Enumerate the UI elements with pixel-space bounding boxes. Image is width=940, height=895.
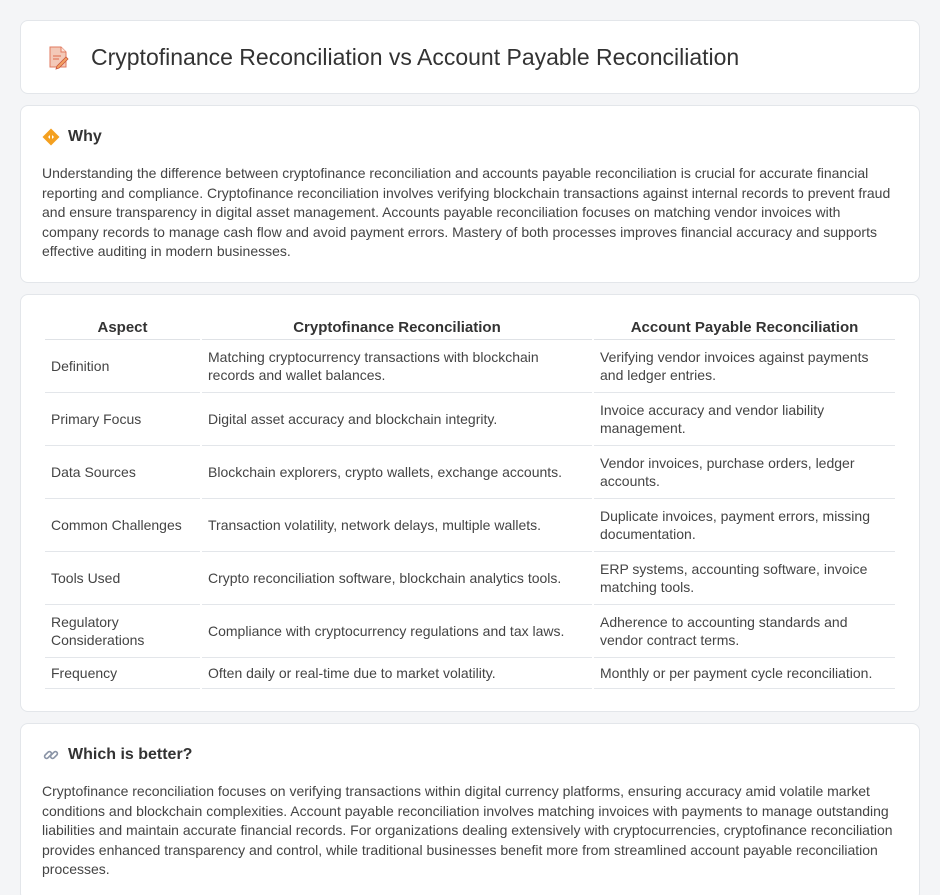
table-cell: Tools Used bbox=[45, 552, 200, 605]
table-cell: Compliance with cryptocurrency regulations and tax laws. bbox=[202, 605, 592, 658]
column-header: Account Payable Reconciliation bbox=[594, 317, 895, 340]
table-cell: Primary Focus bbox=[45, 393, 200, 446]
table-cell: Regulatory Considerations bbox=[45, 605, 200, 658]
table-cell: Common Challenges bbox=[45, 499, 200, 552]
table-cell: Duplicate invoices, payment errors, missing documentation. bbox=[594, 499, 895, 552]
why-title: Why bbox=[68, 128, 102, 145]
table-cell: ERP systems, accounting software, invoice matching tools. bbox=[594, 552, 895, 605]
table-row bbox=[45, 393, 895, 446]
link-icon bbox=[42, 746, 60, 764]
table-cell: Frequency bbox=[45, 658, 200, 689]
table-row bbox=[45, 552, 895, 605]
page-title: Cryptofinance Reconciliation vs Account Payable Reconciliation bbox=[91, 43, 740, 70]
table-cell: Digital asset accuracy and blockchain integrity. bbox=[202, 393, 592, 446]
why-section bbox=[20, 105, 920, 283]
table-cell: Often daily or real-time due to market volatility. bbox=[202, 658, 592, 689]
why-heading bbox=[42, 128, 898, 146]
table-header-row bbox=[45, 317, 895, 340]
column-header: Aspect bbox=[45, 317, 200, 340]
why-text: Understanding the difference between cryptofinance reconciliation and accounts payable reconciliation is crucial for accurate financial reporting and compliance. Cryptofinance reconciliation involves verifying blockchain transactions against internal records to prevent fraud and ensure transparency in digital asset management. Accounts payable reconciliation focuses on matching vendor invoices with company records to manage cash flow and avoid payment errors. Mastery of both processes improves financial accuracy and supports effective auditing in modern businesses. bbox=[42, 165, 891, 259]
comparison-card bbox=[20, 294, 920, 712]
better-title: Which is better? bbox=[68, 746, 193, 763]
comparison-table bbox=[43, 317, 897, 689]
table-cell: Data Sources bbox=[45, 446, 200, 499]
table-cell: Vendor invoices, purchase orders, ledger accounts. bbox=[594, 446, 895, 499]
table-row bbox=[45, 446, 895, 499]
table-cell: Definition bbox=[45, 340, 200, 393]
table-cell: Matching cryptocurrency transactions with blockchain records and wallet balances. bbox=[202, 340, 592, 393]
table-cell: Verifying vendor invoices against payments and ledger entries. bbox=[594, 340, 895, 393]
better-text: Cryptofinance reconciliation focuses on verifying transactions within digital currency platforms, ensuring accuracy amid volatile market conditions and blockchain complexities. Account payable reconciliation involves matching invoices with payments to manage outstanding liabilities and maintain accurate financial records. For organizations dealing extensively with cryptocurrencies, cryptofinance reconciliation provides enhanced transparency and control, while traditional businesses benefit more from streamlined account payable reconciliation processes. bbox=[42, 783, 893, 877]
header-card bbox=[20, 20, 920, 94]
table-cell: Monthly or per payment cycle reconciliation. bbox=[594, 658, 895, 689]
table-row bbox=[45, 605, 895, 658]
diamond-arrows-icon bbox=[42, 128, 60, 146]
table-row bbox=[45, 658, 895, 689]
table-cell: Adherence to accounting standards and vendor contract terms. bbox=[594, 605, 895, 658]
table-cell: Crypto reconciliation software, blockchain analytics tools. bbox=[202, 552, 592, 605]
better-heading bbox=[42, 746, 898, 764]
table-row bbox=[45, 340, 895, 393]
table-cell: Transaction volatility, network delays, multiple wallets. bbox=[202, 499, 592, 552]
better-section bbox=[20, 723, 920, 895]
document-pencil-icon bbox=[45, 44, 71, 70]
table-cell: Invoice accuracy and vendor liability management. bbox=[594, 393, 895, 446]
table-row bbox=[45, 499, 895, 552]
table-cell: Blockchain explorers, crypto wallets, exchange accounts. bbox=[202, 446, 592, 499]
column-header: Cryptofinance Reconciliation bbox=[202, 317, 592, 340]
